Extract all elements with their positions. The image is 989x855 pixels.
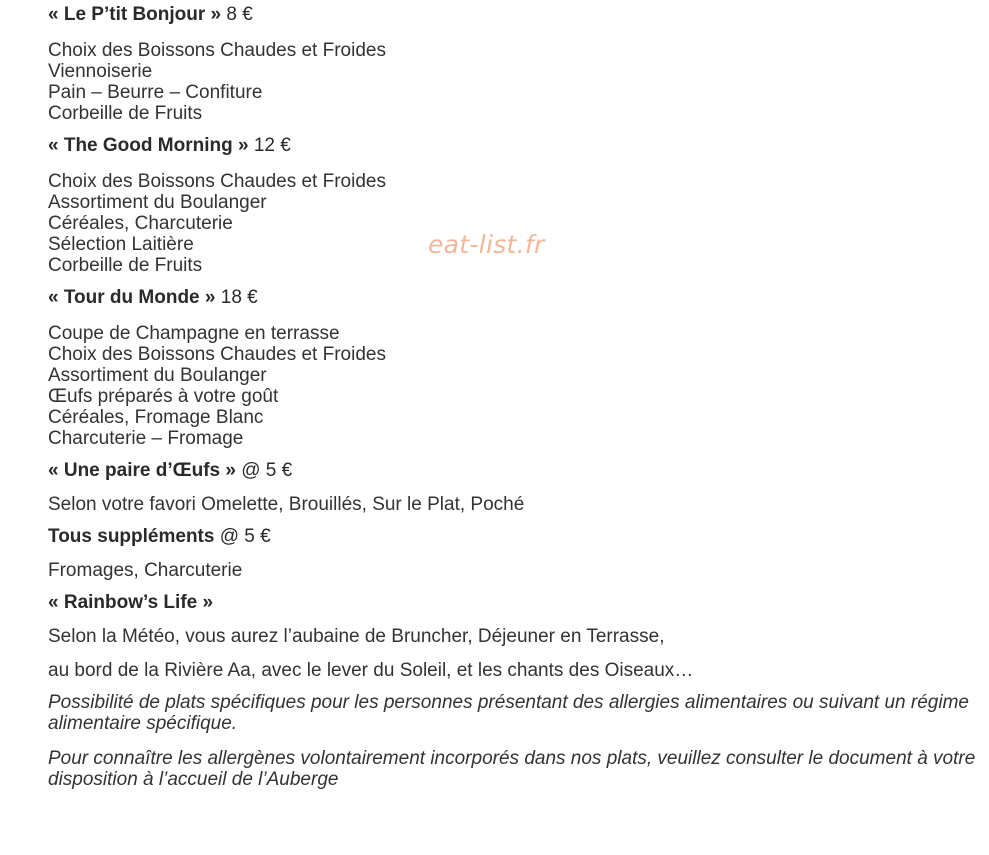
menu-section-tour-du-monde: [48, 287, 978, 449]
menu-item: Charcuterie – Fromage: [48, 428, 244, 449]
menu-item: Œufs préparés à votre goût: [48, 386, 279, 407]
section-name: « The Good Morning »: [48, 135, 249, 156]
menu-item: Pain – Beurre – Confiture: [48, 82, 263, 103]
section-title: [48, 526, 978, 548]
menu-item: Corbeille de Fruits: [48, 255, 203, 276]
section-price: 18 €: [215, 287, 258, 308]
allergy-note: Possibilité de plats spécifiques pour les personnes présentant des allergies alimentaires ou suivant un régime alimentaire spécifique.: [48, 692, 969, 734]
menu-item: Coupe de Champagne en terrasse: [48, 323, 340, 344]
section-items: [48, 560, 978, 581]
rainbow-text-line: au bord de la Rivière Aa, avec le lever du Soleil, et les chants des Oiseaux…: [48, 660, 694, 681]
section-title: [48, 592, 978, 614]
menu-section-rainbows-life: [48, 592, 978, 681]
allergen-info-note: Pour connaître les allergènes volontairement incorporés dans nos plats, veuillez consulter le document à votre disposition à l’accueil de l’Auberge: [48, 748, 976, 790]
menu-item: Fromages, Charcuterie: [48, 560, 243, 581]
menu-section-paire-oeufs: [48, 460, 978, 515]
menu-section-supplements: [48, 526, 978, 581]
menu-item: Assortiment du Boulanger: [48, 192, 267, 213]
section-name: « Tour du Monde »: [48, 287, 216, 308]
rainbow-text-line: Selon la Météo, vous aurez l’aubaine de Bruncher, Déjeuner en Terrasse,: [48, 626, 665, 647]
menu-item: Choix des Boissons Chaudes et Froides: [48, 344, 386, 365]
menu-item: Sélection Laitière: [48, 234, 194, 255]
section-name: « Une paire d’Œufs »: [48, 460, 236, 481]
section-title: [48, 135, 978, 157]
section-items: [48, 40, 978, 124]
section-price: 8 €: [221, 4, 253, 25]
section-price: 12 €: [248, 135, 291, 156]
menu-section-ptit-bonjour: [48, 4, 978, 124]
section-name: « Le P’tit Bonjour »: [48, 4, 222, 25]
section-price: @ 5 €: [214, 526, 271, 547]
menu-item: Selon votre favori Omelette, Brouillés, Sur le Plat, Poché: [48, 494, 525, 515]
section-title: [48, 460, 978, 482]
watermark: eat-list.fr: [428, 230, 545, 259]
menu-item: Choix des Boissons Chaudes et Froides: [48, 171, 386, 192]
section-items: [48, 171, 978, 276]
section-name: « Rainbow’s Life »: [48, 592, 214, 613]
menu-item: Viennoiserie: [48, 61, 153, 82]
section-name: Tous suppléments: [48, 526, 215, 547]
menu-item: Corbeille de Fruits: [48, 103, 203, 124]
section-title: [48, 4, 978, 26]
breakfast-menu: [48, 0, 978, 790]
menu-item: Céréales, Charcuterie: [48, 213, 233, 234]
menu-item: Céréales, Fromage Blanc: [48, 407, 264, 428]
menu-item: Assortiment du Boulanger: [48, 365, 267, 386]
menu-item: Choix des Boissons Chaudes et Froides: [48, 40, 386, 61]
section-price: @ 5 €: [235, 460, 293, 481]
section-items: [48, 494, 978, 515]
section-items: [48, 323, 978, 449]
section-title: [48, 287, 978, 309]
